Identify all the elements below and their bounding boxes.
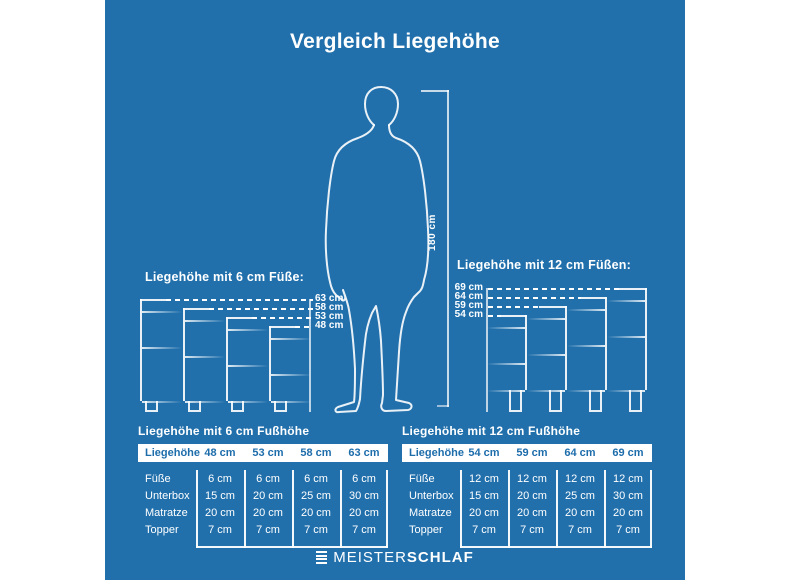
bed-height-label: 63 cm (315, 292, 344, 304)
table-cell: 12 cm (469, 472, 499, 485)
bed-layer-line (487, 363, 525, 365)
bed-foot (274, 401, 287, 412)
table-row (402, 521, 652, 538)
person-outline-icon (323, 84, 435, 414)
bed-layer-line (567, 309, 605, 311)
table-cell: 15 cm (205, 489, 235, 502)
bed-layer-line (185, 320, 225, 322)
table-row (138, 487, 388, 504)
table-row-label: Topper (145, 523, 179, 536)
table-bottom-line (196, 546, 388, 548)
table-title: Liegehöhe mit 12 cm Fußhöhe (402, 424, 581, 438)
table-grid-line (244, 470, 246, 548)
person-height-label: 180 cm (427, 214, 438, 252)
table-cell: 20 cm (205, 506, 235, 519)
table-row-label: Matratze (145, 506, 188, 519)
table-row (138, 504, 388, 521)
table-row (402, 487, 652, 504)
table-cell: 15 cm (469, 489, 499, 502)
table-cell: 6 cm (208, 472, 232, 485)
bed-top-edge (579, 297, 607, 299)
bed-layer-line (142, 311, 182, 313)
measure-vertical-line (447, 90, 449, 407)
bed-foot (589, 390, 602, 412)
table-cell: 12 cm (517, 472, 547, 485)
table-cell: 20 cm (565, 506, 595, 519)
table-row-label: Matratze (409, 506, 452, 519)
table-header-cell: Liegehöhe (145, 447, 201, 459)
table-row (138, 470, 388, 487)
table-cell: 20 cm (517, 489, 547, 502)
table-cell: 7 cm (568, 523, 592, 536)
table-grid-line (556, 470, 558, 548)
table-row-label: Füße (145, 472, 171, 485)
table-grid-line (196, 470, 198, 548)
bed-top-edge (499, 315, 527, 317)
bed-side-edge (645, 288, 647, 391)
bed-top-edge (539, 306, 567, 308)
table-row-label: Unterbox (145, 489, 190, 502)
bed-layer-line (142, 347, 182, 349)
table-header-cell: 58 cm (300, 447, 332, 459)
table-grid-line (460, 470, 462, 548)
table-cell: 20 cm (517, 506, 547, 519)
table-cell: 20 cm (349, 506, 379, 519)
bed-layer-line (607, 336, 645, 338)
mattress-stack-icon (316, 551, 327, 564)
table-grid-line (292, 470, 294, 548)
table-body (402, 470, 652, 548)
brand-bold: SCHLAF (406, 549, 474, 566)
table-cell: 6 cm (304, 472, 328, 485)
height-dash-line (252, 317, 313, 319)
table-row-label: Füße (409, 472, 435, 485)
table-grid-line (604, 470, 606, 548)
bed-height-label: 54 cm (454, 308, 483, 320)
table-row (402, 504, 652, 521)
table-header-cell: 54 cm (468, 447, 500, 459)
brand-name (333, 549, 474, 566)
table-title: Liegehöhe mit 6 cm Fußhöhe (138, 424, 310, 438)
bed-top-edge (226, 317, 254, 319)
bed-side-edge (605, 297, 607, 391)
table-cell: 7 cm (256, 523, 280, 536)
table-cell: 20 cm (613, 506, 643, 519)
bed-top-edge (183, 308, 211, 310)
table-header-cell: 69 cm (612, 447, 644, 459)
table-grid-line (386, 470, 388, 548)
table-header-cell: 53 cm (252, 447, 284, 459)
bed-height-label: 59 cm (454, 299, 483, 311)
table-cell: 7 cm (616, 523, 640, 536)
bed-layer-line (271, 374, 311, 376)
table-cell: 20 cm (301, 506, 331, 519)
bed-foot (188, 401, 201, 412)
bed-height-label: 69 cm (454, 281, 483, 293)
bed-side-edge (269, 326, 271, 402)
bed-height-label: 48 cm (315, 319, 344, 331)
bed-foot (629, 390, 642, 412)
measure-top-tick (421, 90, 449, 92)
table-cell: 7 cm (304, 523, 328, 536)
table-header-cell: 63 cm (348, 447, 380, 459)
table-cell: 20 cm (253, 506, 283, 519)
table-cell: 25 cm (565, 489, 595, 502)
bed-layer-line (607, 300, 645, 302)
height-reference-line (309, 299, 311, 412)
table-cell: 20 cm (469, 506, 499, 519)
table-cell: 12 cm (613, 472, 643, 485)
table-12cm (402, 424, 652, 548)
height-dash-line (488, 288, 621, 290)
height-dash-line (488, 297, 581, 299)
bed-top-edge (140, 299, 168, 301)
table-cell: 7 cm (208, 523, 232, 536)
height-reference-line (486, 288, 488, 412)
measure-bottom-tick (437, 405, 449, 407)
table-grid-line (340, 470, 342, 548)
bed-side-edge (565, 306, 567, 391)
bed-layer-line (527, 354, 565, 356)
bed-foot (509, 390, 522, 412)
table-6cm (138, 424, 388, 548)
table-cell: 25 cm (301, 489, 331, 502)
table-cell: 30 cm (613, 489, 643, 502)
bed-layer-line (185, 356, 225, 358)
table-cell: 6 cm (352, 472, 376, 485)
table-row-label: Unterbox (409, 489, 454, 502)
bed-foot (549, 390, 562, 412)
height-dash-line (209, 308, 313, 310)
bed-layer-line (487, 327, 525, 329)
bed-foot (231, 401, 244, 412)
table-header-cell: 48 cm (204, 447, 236, 459)
table-grid-line (508, 470, 510, 548)
height-dash-line (488, 315, 501, 317)
table-row (402, 470, 652, 487)
table-cell: 7 cm (352, 523, 376, 536)
bed-layer-line (228, 329, 268, 331)
table-cell: 12 cm (565, 472, 595, 485)
table-cell: 30 cm (349, 489, 379, 502)
bed-height-label: 64 cm (454, 290, 483, 302)
bed-layer-line (527, 318, 565, 320)
table-header-row (138, 444, 388, 462)
bed-height-label: 53 cm (315, 310, 344, 322)
bed-height-label: 58 cm (315, 301, 344, 313)
table-cell: 20 cm (253, 489, 283, 502)
bed-top-edge (269, 326, 297, 328)
bed-foot (145, 401, 158, 412)
group-heading-6cm: Liegehöhe mit 6 cm Füße: (145, 270, 304, 284)
table-header-cell: 64 cm (564, 447, 596, 459)
table-header-cell: Liegehöhe (409, 447, 465, 459)
table-body (138, 470, 388, 548)
bed-layer-line (567, 345, 605, 347)
table-grid-line (650, 470, 652, 548)
height-dash-line (166, 299, 313, 301)
bed-layer-line (228, 365, 268, 367)
bed-side-edge (140, 299, 142, 402)
group-heading-12cm: Liegehöhe mit 12 cm Füßen: (457, 258, 631, 272)
height-dash-line (488, 306, 541, 308)
table-header-cell: 59 cm (516, 447, 548, 459)
footer-logo (105, 549, 685, 566)
bed-layer-line (271, 338, 311, 340)
bed-side-edge (525, 315, 527, 391)
table-cell: 7 cm (472, 523, 496, 536)
table-row-label: Topper (409, 523, 443, 536)
table-row (138, 521, 388, 538)
bed-top-edge (619, 288, 647, 290)
table-header-row (402, 444, 652, 462)
blue-panel (105, 0, 685, 580)
table-cell: 7 cm (520, 523, 544, 536)
brand-light: MEISTER (333, 549, 407, 566)
table-cell: 6 cm (256, 472, 280, 485)
table-bottom-line (460, 546, 652, 548)
page-title: Vergleich Liegehöhe (290, 30, 500, 53)
